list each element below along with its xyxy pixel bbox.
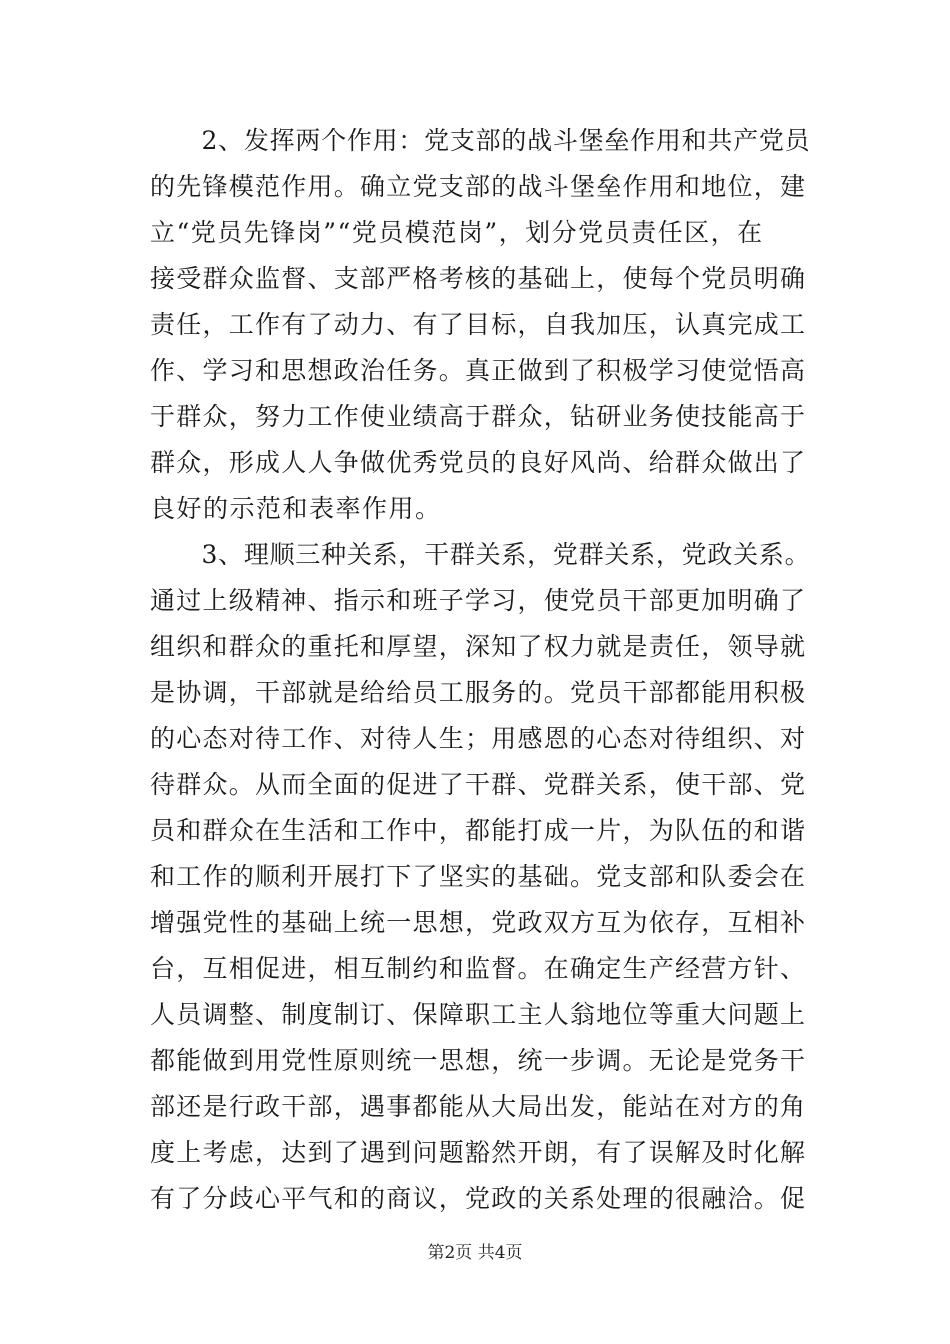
text-line: 3、理顺三种关系，干群关系，党群关系，党政关系。: [150, 540, 811, 569]
text-line: 接受群众监督、支部严格考核的基础上，使每个党员明确: [150, 264, 807, 293]
text-line: 度上考虑，达到了遇到问题豁然开朗，有了误解及时化解: [150, 1138, 807, 1167]
page-number-footer: 第2页 共4页: [427, 1243, 523, 1263]
text-line: 部还是行政干部，遇事都能从大局出发，能站在对方的角: [150, 1092, 807, 1121]
text-line: 的心态对待工作、对待人生；用感恩的心态对待组织、对: [150, 724, 807, 753]
text-line: 有了分歧心平气和的商议，党政的关系处理的很融洽。促: [150, 1184, 807, 1213]
text-line: 是协调，干部就是给给员工服务的。党员干部都能用积极: [150, 678, 807, 707]
text-line: 于群众，努力工作使业绩高于群众，钻研业务使技能高于: [150, 402, 807, 431]
text-line: 待群众。从而全面的促进了干群、党群关系，使干部、党: [150, 770, 807, 799]
text-line: 人员调整、制度制订、保障职工主人翁地位等重大问题上: [150, 1000, 807, 1029]
text-line: 台，互相促进，相互制约和监督。在确定生产经营方针、: [150, 954, 807, 983]
text-line: 良好的示范和表率作用。: [150, 494, 442, 523]
text-line: 增强党性的基础上统一思想，党政双方互为依存，互相补: [150, 908, 807, 937]
text-line: 立“党员先锋岗”“党员模范岗”，划分党员责任区，在: [150, 218, 764, 247]
text-line: 2、发挥两个作用：党支部的战斗堡垒作用和共产党员: [150, 126, 811, 155]
text-line: 组织和群众的重托和厚望，深知了权力就是责任，领导就: [150, 632, 807, 661]
text-line: 的先锋模范作用。确立党支部的战斗堡垒作用和地位，建: [150, 172, 807, 201]
text-line: 员和群众在生活和工作中，都能打成一片，为队伍的和谐: [150, 816, 807, 845]
text-line: 和工作的顺利开展打下了坚实的基础。党支部和队委会在: [150, 862, 807, 891]
text-line: 作、学习和思想政治任务。真正做到了积极学习使觉悟高: [150, 356, 807, 385]
text-line: 责任，工作有了动力、有了目标，自我加压，认真完成工: [150, 310, 807, 339]
text-line: 通过上级精神、指示和班子学习，使党员干部更加明确了: [150, 586, 807, 615]
text-line: 群众，形成人人争做优秀党员的良好风尚、给群众做出了: [150, 448, 807, 477]
text-line: 都能做到用党性原则统一思想，统一步调。无论是党务干: [150, 1046, 807, 1075]
